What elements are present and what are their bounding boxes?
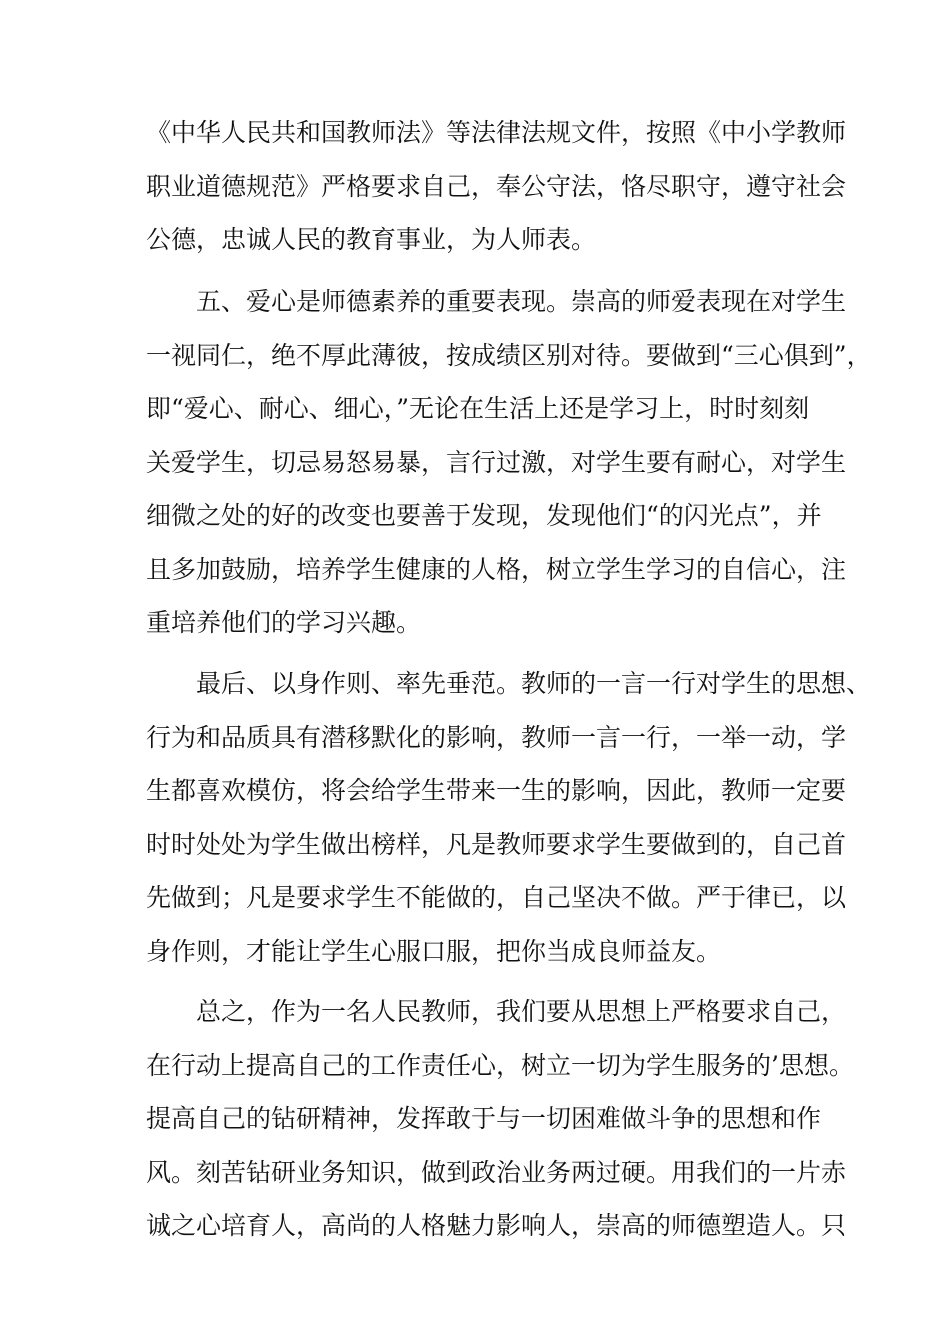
paragraph-line: 风。刻苦钻研业务知识，做到政治业务两过硬。用我们的一片赤 <box>146 1157 847 1187</box>
paragraph-line: 且多加鼓励，培养学生健康的人格，树立学生学习的自信心，注 <box>146 554 847 584</box>
paragraph-line: 时时处处为学生做出榜样，凡是教师要求学生要做到的，自己首 <box>146 829 847 859</box>
paragraph-line: 提高自己的钻研精神，发挥敢于与一切困难做斗争的思想和作 <box>146 1104 822 1133</box>
paragraph-line: 在行动上提高自己的工作责任心，树立一切为学生服务的’思想。 <box>146 1050 854 1080</box>
paragraph-1 <box>146 106 847 267</box>
paragraph-line: 公德，忠诚人民的教育事业，为人师表。 <box>146 225 597 254</box>
paragraph-line: 关爱学生，切忌易怒易暴，言行过激，对学生要有耐心，对学生 <box>146 447 847 477</box>
paragraph-line: 一视同仁，绝不厚此薄彼，按成绩区别对待。要做到“三心俱到”， <box>146 340 872 370</box>
paragraph-line: 生都喜欢模仿，将会给学生带来一生的影响，因此，教师一定要 <box>146 776 847 805</box>
paragraph-line: 身作则，才能让学生心服口服，把你当成良师益友。 <box>146 936 722 966</box>
paragraph-line: 总之，作为一名人民教师，我们要从思想上严格要求自己， <box>196 997 847 1026</box>
paragraph-4 <box>146 985 854 1253</box>
paragraph-line: 最后、以身作则、率先垂范。教师的一言一行对学生的思想、 <box>196 669 872 698</box>
paragraph-line: 细微之处的好的改变也要善于发现，发现他们“的闪光点”，并 <box>146 501 822 530</box>
paragraph-line: 即“爱心、耐心、细心，”无论在生活上还是学习上，时时刻刻 <box>146 394 810 423</box>
paragraph-line: 先做到；凡是要求学生不能做的，自己坚决不做。严于律已，以 <box>146 883 847 912</box>
paragraph-line: 行为和品质具有潜移默化的影响，教师一言一行，一举一动，学 <box>146 722 847 752</box>
paragraph-2 <box>146 275 872 650</box>
paragraph-line: 重培养他们的学习兴趣。 <box>146 608 422 637</box>
paragraph-line: 职业道德规范》严格要求自己，奉公守法，恪尽职守，遵守社会 <box>146 171 847 201</box>
paragraph-line: 《中华人民共和国教师法》等法律法规文件，按照《中小学教师 <box>146 118 847 147</box>
paragraph-line: 诚之心培育人，高尚的人格魅力影响人，崇高的师德塑造人。只 <box>146 1211 847 1240</box>
paragraph-3 <box>146 657 872 978</box>
paragraph-line: 五、爱心是师德素养的重要表现。崇高的师爱表现在对学生 <box>196 287 847 316</box>
